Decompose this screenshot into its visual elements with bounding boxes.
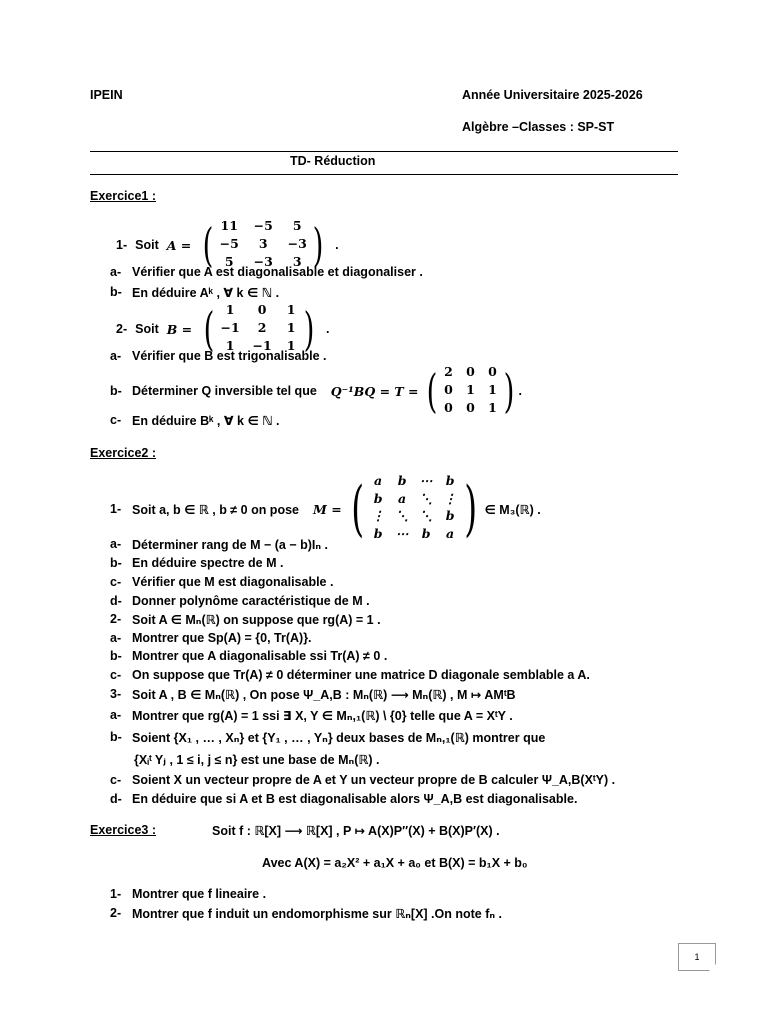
- matrix-T: ( 2 0 0 0 1 1 0 0 1 ): [426, 364, 515, 418]
- exercise2-title: Exercice2 :: [90, 446, 157, 460]
- ex2-line-text: Montrer que rg(A) = 1 ssi ∃ X, Y ∈ Mₙ,₁(ℝ) \ {0} telle que A = XᵗY .: [132, 709, 513, 723]
- ex1-2b: b- Déterminer Q inversible tel que Q⁻¹BQ = T = ( 2 0 0 0 1 1 0 0 1 ) .: [110, 364, 522, 418]
- ex1-q2-text: Soit: [135, 322, 159, 336]
- ex2-line-text: On suppose que Tr(A) ≠ 0 déterminer une matrice D diagonale semblable a A.: [132, 668, 590, 682]
- ex2-line-text: Montrer que Sp(A) = {0, Tr(A)}.: [132, 631, 312, 645]
- ex2-line-label: b-: [110, 556, 122, 570]
- ex2-line-label: c-: [110, 668, 122, 682]
- page-number: 1: [678, 943, 716, 971]
- academic-year: Année Universitaire 2025-2026: [462, 88, 643, 102]
- ex2-line-label: b-: [110, 649, 122, 663]
- ex2-line-text: Soient X un vecteur propre de A et Y un vecteur propre de B calculer Ψ_A,B(XᵗY) .: [132, 773, 616, 787]
- matrix-A: ( 11 −5 5 −5 3 −3 5 −3 3 ): [202, 218, 324, 272]
- ex2-line-label: a-: [110, 708, 122, 722]
- ex2-line-label: b-: [110, 730, 122, 744]
- school-name: IPEIN: [90, 88, 123, 102]
- exercise3-title: Exercice3 :: [90, 823, 157, 837]
- header-bottom-rule: [90, 174, 678, 175]
- ex3-avec: Avec A(X) = a₂X² + a₁X + a₀ et B(X) = b₁X + b₀: [262, 856, 528, 870]
- ex3-definition: Soit f : ℝ[X] ⟶ ℝ[X] , P ↦ A(X)P′′(X) + B(X)P′(X) .: [212, 824, 500, 838]
- ex2-line-text: {Xᵢᵗ Yⱼ , 1 ≤ i, j ≤ n} est une base de Mₙ(ℝ) .: [134, 753, 380, 767]
- ex2-line-text: Soit A ∈ Mₙ(ℝ) on suppose que rg(A) = 1 .: [132, 613, 381, 627]
- ex2-line-text: En déduire que si A et B est diagonalisable alors Ψ_A,B est diagonalisable.: [132, 792, 578, 806]
- ex2-q1: 1- Soit a, b ∈ ℝ , b ≠ 0 on pose M = ( a b ⋯ b b a ⋱ ⋮ ⋮ ⋱ ⋱ b b ⋯ b a ) ∈ M₃(ℝ) .: [110, 473, 541, 544]
- ex2-line-text: Montrer que A diagonalisable ssi Tr(A) ≠ 0 .: [132, 649, 388, 663]
- header-top-rule: [90, 151, 678, 152]
- course-class: Algèbre –Classes : SP-ST: [462, 120, 615, 134]
- ex2-line-label: 3-: [110, 687, 122, 701]
- ex2-line-text: Déterminer rang de M − (a − b)Iₙ .: [132, 538, 329, 552]
- matrix-B: ( 1 0 1 −1 2 1 1 −1 1 ): [203, 302, 315, 356]
- ex1-q1-math: A =: [166, 237, 192, 253]
- ex2-line-label: d-: [110, 792, 122, 806]
- ex2-line-label: a-: [110, 537, 122, 551]
- document-title: TD- Réduction: [290, 154, 376, 168]
- ex1-q1-label: 1-: [116, 238, 128, 252]
- matrix-M: ( a b ⋯ b b a ⋱ ⋮ ⋮ ⋱ ⋱ b b ⋯ b a ): [350, 473, 478, 544]
- ex2-line-text: Soient {X₁ , … , Xₙ} et {Y₁ , … , Yₙ} deux bases de Mₙ,₁(ℝ) montrer que: [132, 731, 546, 745]
- ex2-line-text: En déduire spectre de M .: [132, 556, 284, 570]
- ex1-q1-text: Soit: [135, 238, 159, 252]
- ex2-line-label: d-: [110, 594, 122, 608]
- ex1-q1: 1- Soit A = ( 11 −5 5 −5 3 −3 5 −3 3 ) .: [116, 218, 339, 272]
- ex1-q2-math: B =: [166, 321, 193, 337]
- ex1-q2-label: 2-: [116, 322, 128, 336]
- exercise1-title: Exercice1 :: [90, 189, 157, 203]
- ex2-line-label: a-: [110, 631, 122, 645]
- ex2-line-text: Soit A , B ∈ Mₙ(ℝ) , On pose Ψ_A,B : Mₙ(ℝ) ⟶ Mₙ(ℝ) , M ↦ AMᵗB: [132, 688, 516, 702]
- ex1-q2: 2- Soit B = ( 1 0 1 −1 2 1 1 −1 1 ) .: [116, 302, 330, 356]
- ex2-line-label: c-: [110, 575, 122, 589]
- ex2-line-label: c-: [110, 773, 122, 787]
- ex2-line-label: 2-: [110, 612, 122, 626]
- ex2-line-text: Donner polynôme caractéristique de M .: [132, 594, 370, 608]
- ex2-line-text: Vérifier que M est diagonalisable .: [132, 575, 334, 589]
